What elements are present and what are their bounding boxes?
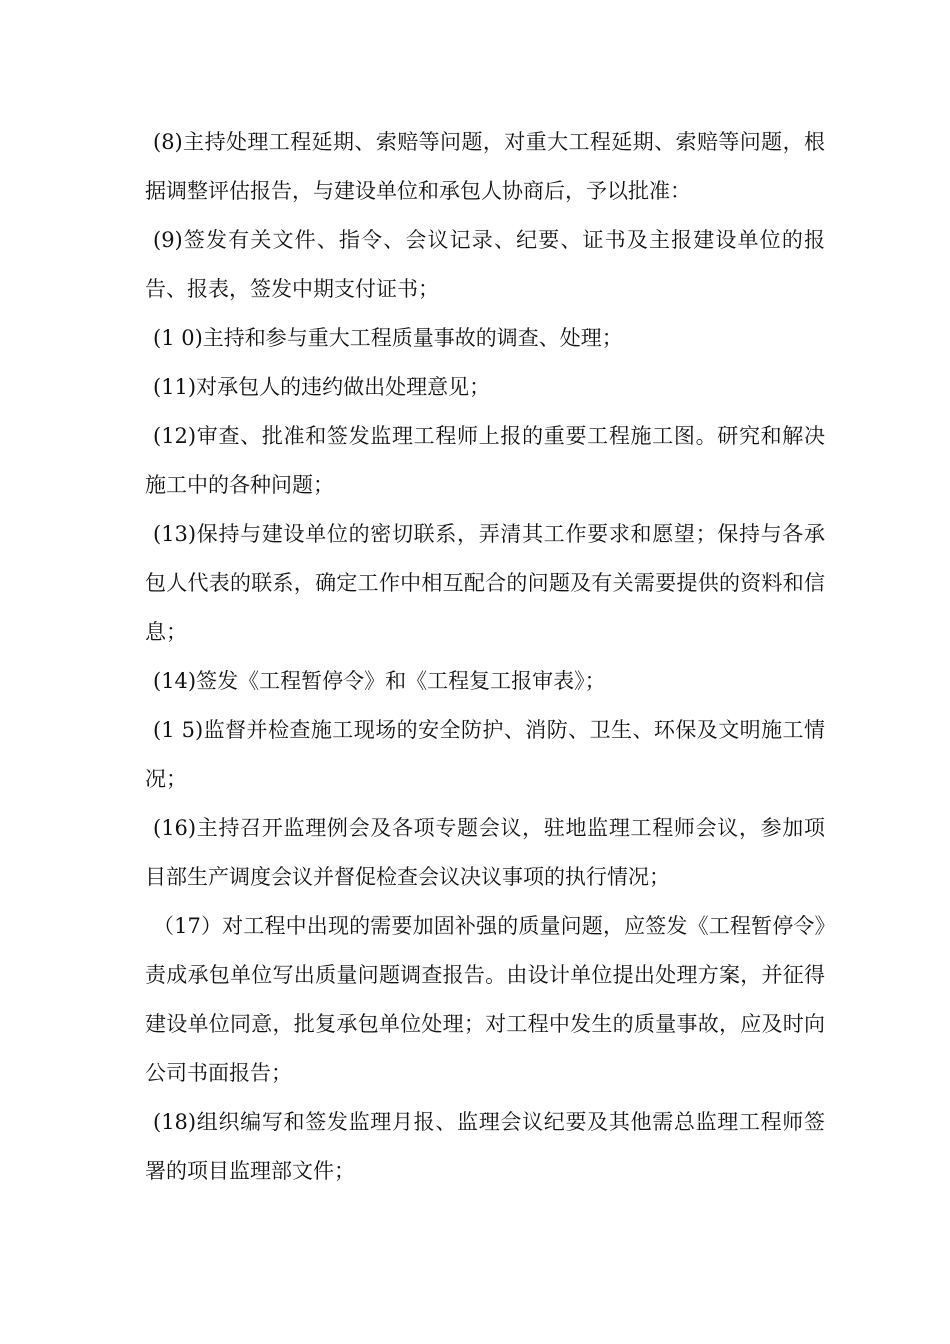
duty-item-17: （17）对工程中出现的需要加固补强的质量问题，应签发《工程暂停令》责成承包单位写出质量问题调查报告。由设计单位提出处理方案，并征得建设单位同意，批复承包单位处理；对工程中发生的质量事故，应及时向公司书面报告； [145,914,826,1085]
duty-item-14: (14)签发《工程暂停令》和《工程复工报审表》； [153,669,606,693]
duty-item-11: (11)对承包人的违约做出处理意见； [153,375,491,399]
duty-item-9: (9)签发有关文件、指令、会议记录、纪要、证书及主报建设单位的报告、报表，签发中期支付证书； [145,228,825,301]
duty-item-18: (18)组织编写和签发监理月报、监理会议纪要及其他需总监理工程师签署的项目监理部文件； [145,1110,825,1183]
duty-item-10: (1 0)主持和参与重大工程质量事故的调查、处理； [153,326,623,350]
duty-item-13: (13)保持与建设单位的密切联系，弄清其工作要求和愿望；保持与各承包人代表的联系，确定工作中相互配合的问题及有关需要提供的资料和信息； [145,522,825,644]
duty-item-16: (16)主持召开监理例会及各项专题会议，驻地监理工程师会议，参加项目部生产调度会议并督促检查会议决议事项的执行情况； [145,816,825,889]
duty-item-15: (1 5)监督并检查施工现场的安全防护、消防、卫生、环保及文明施工情况； [145,718,825,791]
duty-item-12: (12)审查、批准和签发监理工程师上报的重要工程施工图。研究和解决施工中的各种问题； [145,424,825,497]
duty-item-8: (8)主持处理工程延期、索赔等问题，对重大工程延期、索赔等问题，根据调整评估报告，与建设单位和承包人协商后，予以批准： [145,130,825,203]
